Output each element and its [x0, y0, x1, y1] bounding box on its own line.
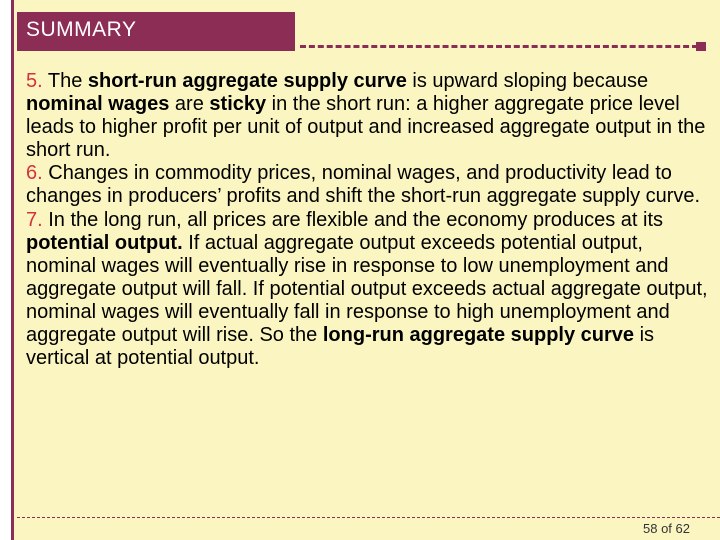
- point-number: 7.: [26, 208, 43, 231]
- point-term: sticky: [209, 93, 267, 116]
- point-term: long-run aggregate supply curve: [322, 324, 635, 347]
- point-text: Changes in commodity prices, nominal wages, and productivity lead to changes in producers’ profits and shift the short-run aggregate supply curve.: [26, 162, 701, 208]
- point-text: is vertical at potential output.: [26, 324, 655, 370]
- left-accent-rule: [0, 0, 14, 540]
- point-text: If actual aggregate output exceeds potential output, nominal wages will eventually rise in response to low unemployment and aggregate output will fall. If potential output exceeds actual aggregate output, nominal wages will eventually fall in response to high unemployment and aggregate output will rise. So the: [26, 231, 708, 347]
- page-of: of: [661, 521, 672, 536]
- point-term: potential output.: [26, 231, 183, 254]
- point-text: The: [42, 70, 88, 92]
- footer-dashed-line: [17, 517, 720, 518]
- page-current: 58: [642, 521, 658, 536]
- point-term: short-run aggregate supply curve: [87, 70, 407, 92]
- page-number: [643, 521, 690, 536]
- point-text: In the long run, all prices are flexible and the economy produces at its: [42, 208, 664, 231]
- slide-title: SUMMARY: [26, 18, 137, 41]
- point-number: 6.: [26, 162, 43, 185]
- title-dashed-line-end: [696, 42, 706, 51]
- title-dashed-line: [300, 45, 698, 48]
- point-text: is upward sloping because: [406, 70, 649, 92]
- summary-point-5: [26, 70, 710, 162]
- point-text: are: [169, 93, 210, 116]
- summary-body: [26, 70, 710, 370]
- page-total: 62: [675, 521, 690, 536]
- point-term: nominal wages: [26, 93, 170, 116]
- summary-point-7: [26, 209, 710, 371]
- summary-point-6: [26, 162, 710, 208]
- point-number: 5.: [26, 70, 43, 92]
- point-text: in the short run: a higher aggregate price level leads to higher profit per unit of output and increased aggregate output in the short run.: [26, 93, 706, 162]
